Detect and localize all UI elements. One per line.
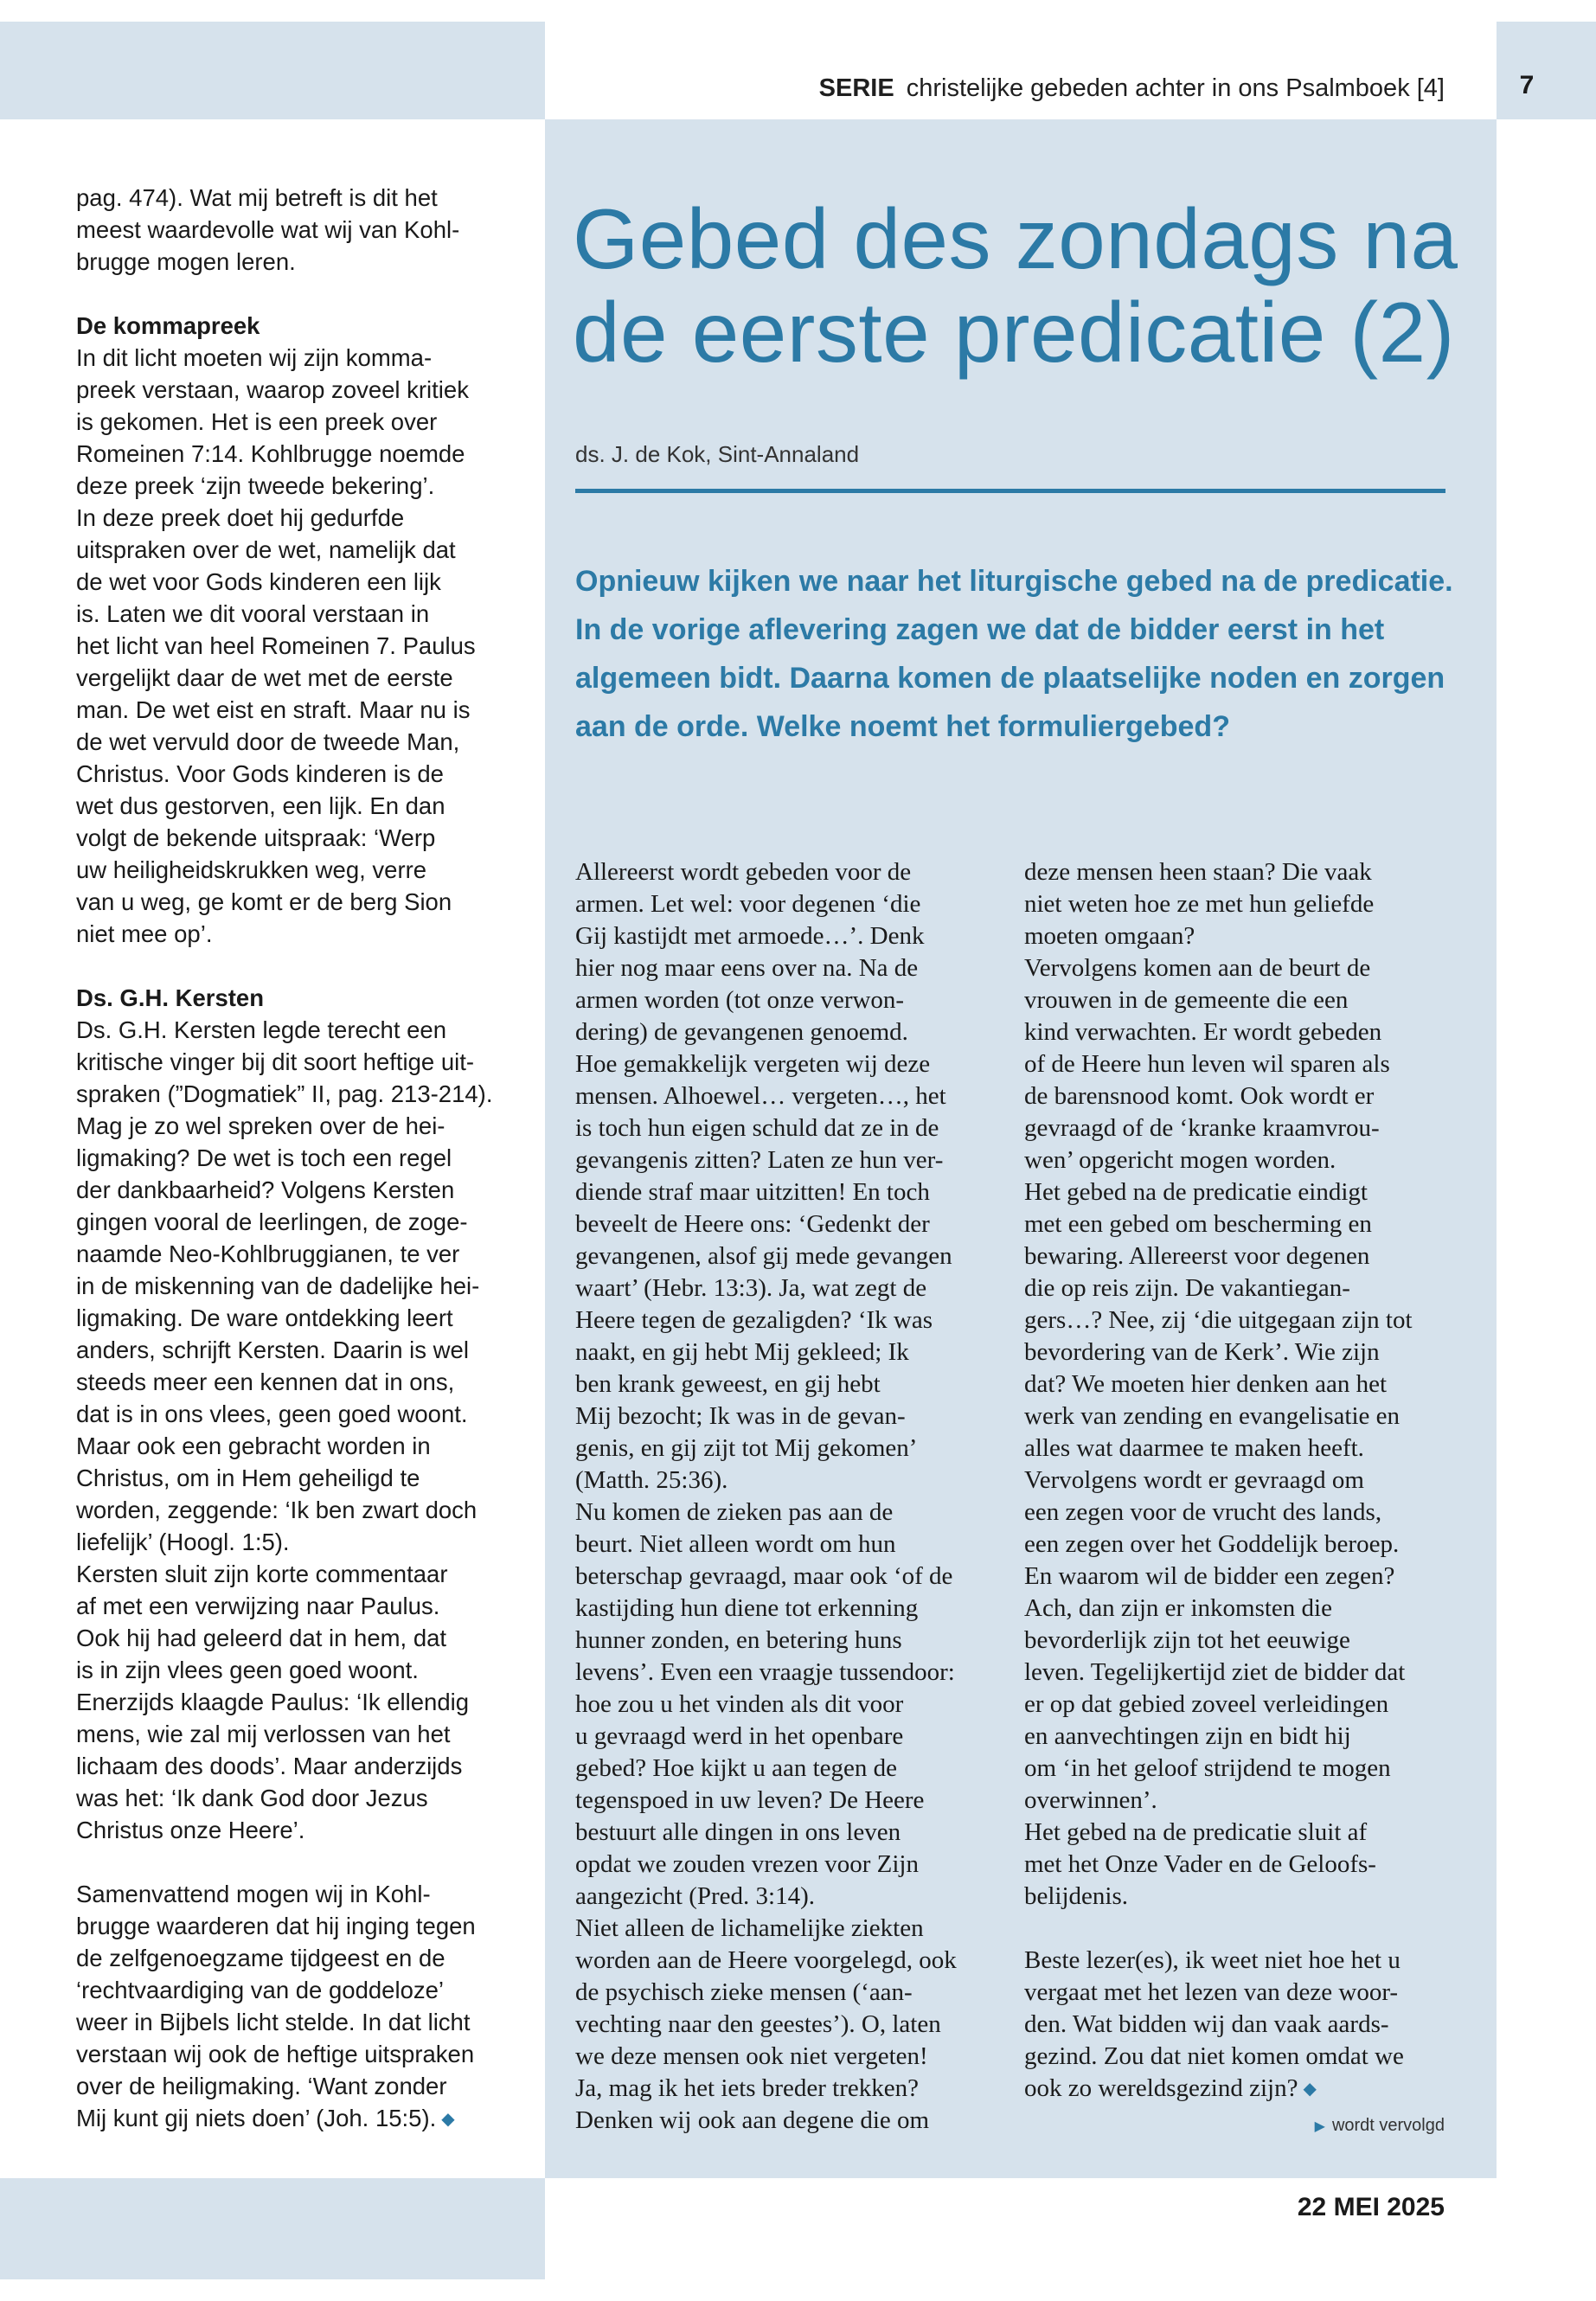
text-line: Heere tegen de gezaligden? ‘Ik was [575, 1306, 933, 1334]
section-summary [76, 1878, 526, 2136]
text-line: Enerzijds klaagde Paulus: ‘Ik ellendig [76, 1689, 470, 1715]
text-line: In deze preek doet hij gedurfde [76, 504, 405, 531]
text-line: ligmaking. De ware ontdekking leert [76, 1304, 453, 1331]
text-line: belijdenis. [1024, 1882, 1129, 1910]
text-line: Allereerst wordt gebeden voor de [575, 858, 912, 886]
text-line: naakt, en gij hebt Mij gekleed; Ik [575, 1338, 909, 1366]
text-line: en aanvechtingen zijn en bidt hij [1024, 1722, 1351, 1750]
text-line: dat? We moeten hier denken aan het [1024, 1370, 1388, 1398]
text-line: een zegen over het Goddelijk beroep. [1024, 1530, 1400, 1558]
text-line: hier nog maar eens over na. Na de [575, 954, 919, 982]
text-line: leven. Tegelijkertijd ziet de bidder dat [1024, 1658, 1406, 1686]
text-line: ligmaking? De wet is toch een regel [76, 1144, 452, 1171]
text-line: gevraagd of de ‘kranke kraamvrou- [1024, 1114, 1380, 1142]
text-line: En waarom wil de bidder een zegen? [1024, 1562, 1395, 1590]
text-line: beurt. Niet alleen wordt om hun [575, 1530, 896, 1558]
text-line: brugge mogen leren. [76, 248, 296, 275]
text-line: Het gebed na de predicatie eindigt [1024, 1178, 1368, 1206]
triangle-right-icon: ▶ [1314, 2119, 1325, 2134]
text-line: Mij bezocht; Ik was in de gevan- [575, 1402, 906, 1430]
text-line: Ach, dan zijn er inkomsten die [1024, 1594, 1332, 1622]
text-line: Mag je zo wel spreken over de hei- [76, 1112, 445, 1139]
text-line: mensen. Alhoewel… vergeten…, het [575, 1082, 946, 1110]
text-line: Christus, om in Hem geheiligd te [76, 1465, 420, 1491]
series-title: christelijke gebeden achter in ons Psalmboek [4] [906, 74, 1445, 102]
text-line: bevorderlijk zijn tot het eeuwige [1024, 1626, 1350, 1654]
text-line: met het Onze Vader en de Geloofs- [1024, 1850, 1376, 1878]
text-line: Beste lezer(es), ik weet niet hoe het u [1024, 1946, 1401, 1974]
text-line: een zegen voor de vrucht des lands, [1024, 1498, 1382, 1526]
text-line: Niet alleen de lichamelijke ziekten [575, 1914, 924, 1942]
text-line: Mij kunt gij niets doen’ (Joh. 15:5). ◆ [76, 2105, 455, 2131]
text-line: gezind. Zou dat niet komen omdat we [1024, 2042, 1404, 2070]
text-line: man. De wet eist en straft. Maar nu is [76, 696, 471, 723]
text-line: gers…? Nee, zij ‘die uitgegaan zijn tot [1024, 1306, 1413, 1334]
text-line: ook zo wereldsgezind zijn? ◆ [1024, 2074, 1317, 2102]
text-line: worden aan de Heere voorgelegd, ook [575, 1946, 957, 1974]
text-line: brugge waarderen dat hij inging tegen [76, 1913, 476, 1939]
text-line: armen. Let wel: voor degenen ‘die [575, 890, 921, 918]
text-line: Romeinen 7:14. Kohlbrugge noemde [76, 440, 465, 467]
text-line: liefelijk’ (Hoogl. 1:5). [76, 1529, 290, 1555]
continued-note [1211, 2116, 1445, 2136]
text-line: vrouwen in de gemeente die een [1024, 986, 1349, 1014]
text-line: gebed? Hoe kijkt u aan tegen de [575, 1754, 898, 1782]
text-line: anders, schrijft Kersten. Daarin is wel [76, 1336, 469, 1363]
text-line: Christus. Voor Gods kinderen is de [76, 760, 444, 787]
text-line: werk van zending en evangelisatie en [1024, 1402, 1401, 1430]
text-line: den. Wat bidden wij dan vaak aards- [1024, 2010, 1389, 2038]
text-line: bevordering van de Kerk’. Wie zijn [1024, 1338, 1380, 1366]
text-line: Ook hij had geleerd dat in hem, dat [76, 1625, 447, 1651]
diamond-icon: ◆ [441, 2110, 455, 2129]
footer-band-left [0, 2178, 545, 2279]
text-line: beveelt de Heere ons: ‘Gedenkt der [575, 1210, 930, 1238]
text-line: Vervolgens komen aan de beurt de [1024, 954, 1371, 982]
text-line: Gij kastijdt met armoede…’. Denk [575, 922, 925, 950]
text-line: Ja, mag ik het iets breder trekken? [575, 2074, 919, 2102]
issue-date: 22 MEI 2025 [1297, 2193, 1445, 2221]
page-number: 7 [1519, 71, 1535, 99]
text-line: Kersten sluit zijn korte commentaar [76, 1561, 448, 1587]
text-line: moeten omgaan? [1024, 922, 1195, 950]
text-line: er op dat gebied zoveel verleidingen [1024, 1690, 1389, 1718]
text-line: lichaam des doods’. Maar anderzijds [76, 1753, 463, 1779]
text-line: gevangenen, alsof gij mede gevangen [575, 1242, 952, 1270]
right-column-text [1024, 856, 1448, 1913]
series-label: SERIE [818, 74, 894, 102]
text-line: genis, en gij zijt tot Mij gekomen’ [575, 1434, 918, 1462]
text-line: vergelijkt daar de wet met de eerste [76, 664, 453, 691]
right-column-closing [1024, 1945, 1448, 2106]
text-line: Vervolgens wordt er gevraagd om [1024, 1466, 1364, 1494]
text-line: meest waardevolle wat wij van Kohl- [76, 216, 460, 243]
text-line: Gebed des zondags na [573, 191, 1458, 286]
text-line: Maar ook een gebracht worden in [76, 1433, 431, 1459]
text-line: Denken wij ook aan degene die om [575, 2106, 930, 2134]
article-column-middle [575, 856, 999, 2137]
section-kommapreek [76, 342, 526, 950]
text-line: Samenvattend mogen wij in Kohl- [76, 1881, 431, 1907]
text-line: beterschap gevraagd, maar ook ‘of de [575, 1562, 953, 1590]
intro-lead: Opnieuw kijken we naar het liturgische gebed na de predicatie. In de vorige aflevering zagen we dat de bidder eerst in het algemeen bidt. Daarna komen de plaatselijke noden en zorgen aan de orde. Welke noemt het formuliergebed? [575, 565, 1453, 743]
text-line: van u weg, ge komt er de berg Sion [76, 888, 452, 915]
text-line: in de miskenning van de dadelijke hei- [76, 1272, 480, 1299]
text-line: de eerste predicatie (2) [573, 285, 1455, 380]
text-line: preek verstaan, waarop zoveel kritiek [76, 376, 469, 403]
text-line: Hoe gemakkelijk vergeten wij deze [575, 1050, 931, 1078]
middle-column-text [575, 856, 999, 2137]
text-line: aangezicht (Pred. 3:14). [575, 1882, 816, 1910]
left-column [76, 182, 526, 2136]
text-line: is in zijn vlees geen goed woont. [76, 1657, 419, 1683]
text-line: over de heiligmaking. ‘Want zonder [76, 2073, 447, 2099]
byline: ds. J. de Kok, Sint-Annaland [575, 441, 860, 467]
text-line: we deze mensen ook niet vergeten! [575, 2042, 928, 2070]
heading-kersten: Ds. G.H. Kersten [76, 984, 265, 1011]
text-line: de wet vervuld door de tweede Man, [76, 728, 460, 755]
text-line: bestuurt alle dingen in ons leven [575, 1818, 901, 1846]
text-line: deze preek ‘zijn tweede bekering’. [76, 472, 435, 499]
text-line: alles wat daarmee te maken heeft. [1024, 1434, 1364, 1462]
text-line: pag. 474). Wat mij betreft is dit het [76, 184, 438, 211]
text-line: niet mee op’. [76, 920, 213, 947]
diamond-icon: ◆ [1303, 2080, 1317, 2099]
title-divider [575, 489, 1445, 493]
text-line: bewaring. Allereerst voor degenen [1024, 1242, 1370, 1270]
text-line: weer in Bijbels licht stelde. In dat licht [76, 2009, 471, 2035]
text-line: tegenspoed in uw leven? De Heere [575, 1786, 925, 1814]
text-line: niet weten hoe ze met hun geliefde [1024, 890, 1375, 918]
text-line: u gevraagd werd in het openbare [575, 1722, 904, 1750]
text-line: Het gebed na de predicatie sluit af [1024, 1818, 1368, 1846]
text-line: In dit licht moeten wij zijn komma- [76, 344, 433, 371]
text-line: armen worden (tot onze verwon- [575, 986, 905, 1014]
section-kersten [76, 1014, 526, 1846]
text-line: hoe zou u het vinden als dit voor [575, 1690, 904, 1718]
text-line: opdat we zouden vrezen voor Zijn [575, 1850, 919, 1878]
series-header [554, 74, 1445, 103]
text-line: om ‘in het geloof strijdend te mogen [1024, 1754, 1391, 1782]
text-line: het licht van heel Romeinen 7. Paulus [76, 632, 476, 659]
text-line: (Matth. 25:36). [575, 1466, 728, 1494]
text-line: wet dus gestorven, een lijk. En dan [76, 792, 445, 819]
text-line: Christus onze Heere’. [76, 1817, 305, 1843]
text-line: gevangenis zitten? Laten ze hun ver- [575, 1146, 944, 1174]
text-line: vergaat met het lezen van deze woor- [1024, 1978, 1399, 2006]
text-line: Nu komen de zieken pas aan de [575, 1498, 894, 1526]
text-line: uw heiligheidskrukken weg, verre [76, 856, 427, 883]
text-line: met een gebed om bescherming en [1024, 1210, 1372, 1238]
text-line: volgt de bekende uitspraak: ‘Werp [76, 824, 436, 851]
text-line: dat is in ons vlees, geen goed woont. [76, 1400, 468, 1427]
text-line: dering) de gevangenen genoemd. [575, 1018, 908, 1046]
text-line: hunner zonden, en betering huns [575, 1626, 902, 1654]
text-line: worden, zeggende: ‘Ik ben zwart doch [76, 1497, 478, 1523]
heading-kommapreek: De kommapreek [76, 312, 260, 339]
text-line: der dankbaarheid? Volgens Kersten [76, 1176, 455, 1203]
text-line: overwinnen’. [1024, 1786, 1157, 1814]
text-line: spraken (”Dogmatiek” II, pag. 213-214). [76, 1080, 493, 1107]
text-line: waart’ (Hebr. 13:3). Ja, wat zegt de [575, 1274, 927, 1302]
text-line: kritische vinger bij dit soort heftige uit- [76, 1048, 475, 1075]
text-line: naamde Neo-Kohlbruggianen, te ver [76, 1240, 460, 1267]
text-line: steeds meer een kennen dat in ons, [76, 1368, 455, 1395]
text-line: deze mensen heen staan? Die vaak [1024, 858, 1372, 886]
text-line: ‘rechtvaardiging van de goddeloze’ [76, 1977, 445, 2003]
text-line: is toch hun eigen schuld dat ze in de [575, 1114, 939, 1142]
text-line: verstaan wij ook de heftige uitspraken [76, 2041, 475, 2067]
text-line: levens’. Even een vraagje tussendoor: [575, 1658, 955, 1686]
text-line: ben krank geweest, en gij hebt [575, 1370, 881, 1398]
continued-label: wordt vervolgd [1331, 2116, 1445, 2135]
text-line: vechting naar den geestes’). O, laten [575, 2010, 941, 2038]
text-line: was het: ‘Ik dank God door Jezus [76, 1785, 428, 1811]
text-line: uitspraken over de wet, namelijk dat [76, 536, 456, 563]
text-line: Ds. G.H. Kersten legde terecht een [76, 1016, 446, 1043]
text-line: of de Heere hun leven wil sparen als [1024, 1050, 1390, 1078]
text-line: de wet voor Gods kinderen een lijk [76, 568, 441, 595]
left-opening [76, 182, 526, 278]
text-line: die op reis zijn. De vakantiegan- [1024, 1274, 1350, 1302]
text-line: de zelfgenoegzame tijdgeest en de [76, 1945, 445, 1971]
text-line: diende straf maar uitzitten! En toch [575, 1178, 930, 1206]
text-line: gingen vooral de leerlingen, de zoge- [76, 1208, 468, 1235]
text-line: is gekomen. Het is een preek over [76, 408, 438, 435]
article-column-right [1024, 856, 1448, 2106]
text-line: de psychisch zieke mensen (‘aan- [575, 1978, 913, 2006]
text-line: kastijding hun diene tot erkenning [575, 1594, 919, 1622]
text-line: is. Laten we dit vooral verstaan in [76, 600, 430, 627]
text-line: de barensnood komt. Ook wordt er [1024, 1082, 1375, 1110]
text-line: mens, wie zal mij verlossen van het [76, 1721, 451, 1747]
text-line: wen’ opgericht mogen worden. [1024, 1146, 1336, 1174]
article-title [573, 192, 1472, 379]
text-line: af met een verwijzing naar Paulus. [76, 1593, 440, 1619]
header-band-left [0, 22, 545, 119]
text-line: kind verwachten. Er wordt gebeden [1024, 1018, 1382, 1046]
